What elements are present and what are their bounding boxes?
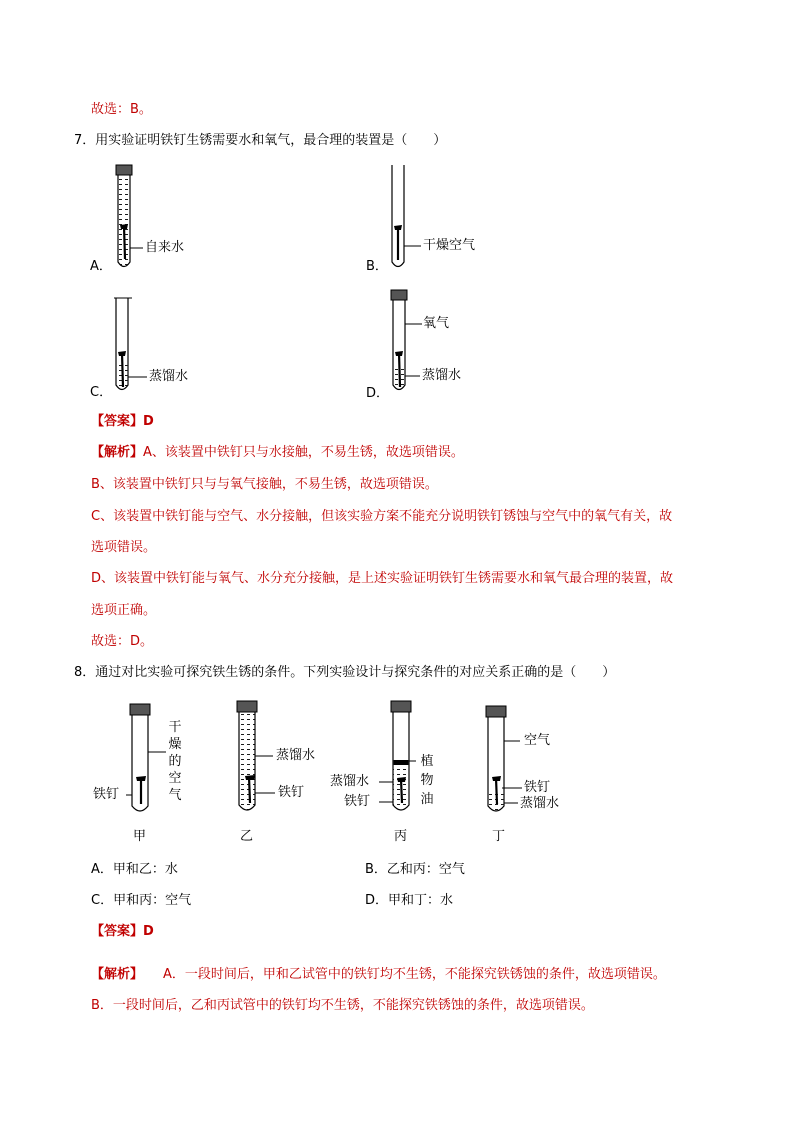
q7-analysis-d2: 选项正确。 (91, 603, 157, 618)
distilled-water-label-c: 蒸馏水 (149, 369, 189, 384)
prev-select-line: 故选：B。 (91, 102, 152, 117)
bing-nail-label: 铁钉 (344, 794, 371, 809)
q8-option-a: A．甲和乙：水 (91, 862, 178, 877)
q8-analysis-b: B．一段时间后，乙和丙试管中的铁钉均不生锈，不能探究铁锈蚀的条件，故选项错误。 (91, 998, 594, 1013)
q7-analysis-b: B、该装置中铁钉只与与氧气接触，不易生锈，故选项错误。 (91, 477, 438, 492)
distilled-water-label-d: 蒸馏水 (422, 368, 462, 383)
jia-caption: 甲 (133, 829, 147, 844)
bing-oil-char-1: 植 (420, 754, 434, 769)
oxygen-label: 氧气 (423, 316, 450, 331)
option-b-letter: B． (366, 259, 388, 274)
jia-nail-label: 铁钉 (93, 787, 120, 802)
q7-analysis-a (91, 444, 464, 462)
q8-option-c: C．甲和丙：空气 (91, 893, 192, 908)
option-a-letter: A． (90, 259, 112, 274)
q7-stem: 7．用实验证明铁钉生锈需要水和氧气，最合理的装置是（ ） (74, 133, 447, 148)
answer-value: D (143, 924, 154, 939)
bing-water-label: 蒸馏水 (330, 774, 370, 789)
answer-label: 【答案】 (91, 924, 144, 939)
q8-figure-jia (90, 700, 200, 848)
q7-analysis-c1: C、该装置中铁钉能与空气、水分接触，但该实验方案不能充分说明铁钉锈蚀与空气中的氧气有关，故 (91, 509, 673, 524)
q8-stem: 8．通过对比实验可探究铁生锈的条件。下列实验设计与探究条件的对应关系正确的是（ ） (74, 665, 616, 680)
q8-analysis-a (91, 966, 666, 984)
q7-figure-b (364, 162, 504, 277)
q7-select: 故选：D。 (91, 634, 154, 649)
option-d-letter: D． (366, 386, 390, 401)
jia-air-char-4: 空 (168, 771, 182, 786)
q7-figure-d (364, 287, 504, 402)
ding-water-label: 蒸馏水 (520, 796, 560, 811)
answer-value: D (143, 414, 154, 429)
q8-figure-bing (330, 697, 460, 848)
yi-nail-label: 铁钉 (278, 785, 305, 800)
q7-analysis-c2: 选项错误。 (91, 540, 157, 555)
bing-oil-char-2: 物 (420, 773, 434, 788)
yi-water-label: 蒸馏水 (276, 748, 316, 763)
jia-air-char-5: 气 (168, 788, 182, 803)
q8-answer (91, 923, 154, 941)
bing-caption: 丙 (394, 829, 408, 844)
jia-air-char-1: 干 (168, 720, 182, 735)
analysis-text: A．一段时间后，甲和乙试管中的铁钉均不生锈，不能探究铁锈蚀的条件，故选项错误。 (163, 967, 666, 982)
yi-caption: 乙 (240, 829, 254, 844)
ding-caption: 丁 (492, 829, 506, 844)
q8-option-b: B．乙和丙：空气 (365, 862, 465, 877)
bing-oil-char-3: 油 (420, 792, 434, 807)
analysis-text: A、该装置中铁钉只与水接触，不易生锈，故选项错误。 (143, 445, 464, 460)
ding-air-label: 空气 (524, 733, 551, 748)
jia-air-char-3: 的 (168, 754, 182, 769)
q7-analysis-d1: D、该装置中铁钉能与氧气、水分充分接触，是上述实验证明铁钉生锈需要水和氧气最合理的装置，故 (91, 571, 674, 586)
q8-figure-yi (210, 697, 330, 848)
ding-nail-label: 铁钉 (524, 780, 551, 795)
q7-figure-a (88, 162, 208, 277)
analysis-label: 【解析】 (91, 967, 144, 982)
tap-water-label: 自来水 (145, 240, 185, 255)
option-c-letter: C． (90, 385, 113, 400)
test-tube-d (364, 287, 504, 402)
q7-answer (91, 413, 154, 431)
jia-air-char-2: 燥 (168, 737, 182, 752)
q8-option-d: D．甲和丁：水 (365, 893, 454, 908)
analysis-label: 【解析】 (91, 445, 144, 460)
q8-figure-ding (470, 702, 580, 848)
q7-figure-c (88, 293, 208, 403)
dry-air-label: 干燥空气 (423, 238, 476, 253)
answer-label: 【答案】 (91, 414, 144, 429)
